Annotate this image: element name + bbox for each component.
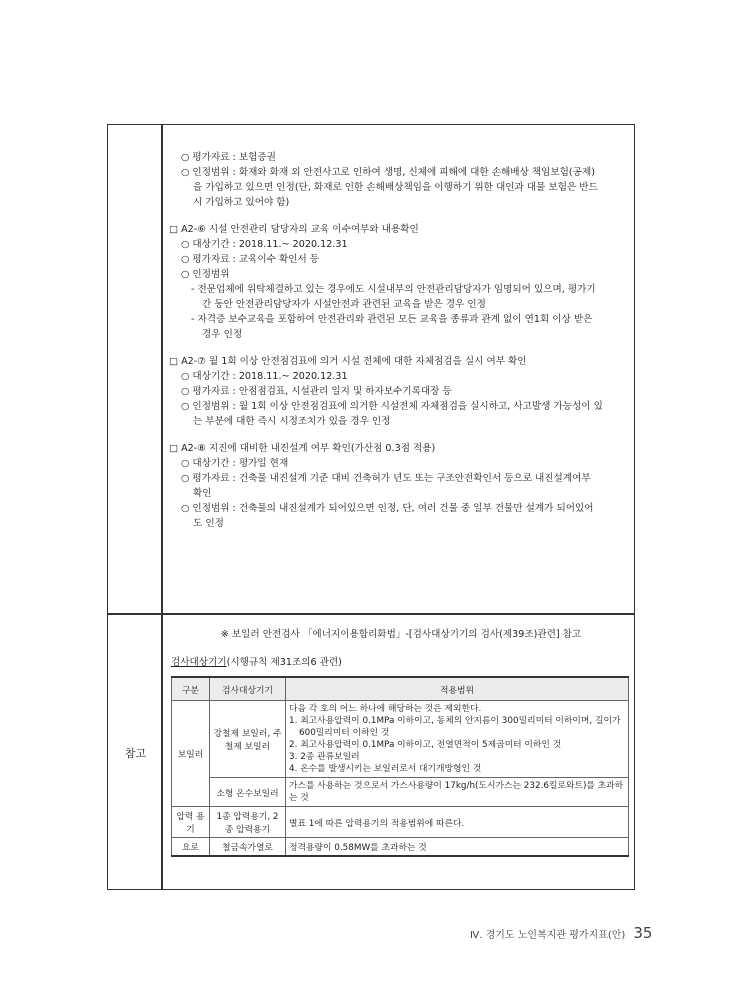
furnace-group: 요로: [172, 838, 210, 857]
a6-scope: ○ 인정범위: [181, 269, 230, 280]
a7-material: ○ 평가자료 : 안점점검표, 시설관리 일지 및 하자보수기록대장 등: [181, 386, 452, 397]
a6-detail-2-cont: 경우 인정: [202, 329, 243, 340]
a8-title: □ A2-⑧ 지진에 대비한 내진설계 여부 확인(가산점 0.3점 적용): [169, 443, 436, 454]
scope-line: 4. 온수를 발생시키는 보일러로서 대기개방형인 것: [289, 764, 482, 774]
criteria-content: [169, 150, 629, 531]
reference-subtitle: [171, 656, 631, 670]
a7-scope: ○ 인정범위 : 월 1회 이상 안전점검표에 의거한 시설전체 자체점검을 실시하고, 사고발생 가능성이 있: [181, 401, 603, 412]
a5-scope-cont: 을 가입하고 있으면 인정(단, 화재로 인한 손해배상책임을 이행하기 위한 대인과 대물 보험은 반드: [193, 182, 598, 193]
table-row: [172, 807, 629, 838]
pressure-scope: 별표 1에 따른 압력용기의 적용범위에 따른다.: [286, 807, 629, 838]
reference-label: 참고: [124, 747, 147, 760]
small-boiler: 소형 온수보일러: [210, 778, 286, 807]
a8-material: ○ 평가자료 : 건축물 내진설계 기준 대비 건축허가 년도 또는 구조안전확인서 등으로 내진설계여부: [181, 473, 591, 484]
furnace-item: 철금속가열로: [210, 838, 286, 857]
a8-scope: ○ 인정범위 : 건축물의 내진설계가 되어있으면 인정, 단, 여러 건물 중 일부 건물만 설계가 되어있어: [181, 503, 594, 514]
header-device: 검사대상기기: [210, 677, 286, 701]
reference-subtitle-rest: (시행규칙 제31조의6 관련): [226, 657, 342, 668]
a6-detail-1: - 전문업체에 위탁체결하고 있는 경우에도 시설내부의 안전관리담당자가 임명되어 있으며, 평가기: [191, 284, 596, 295]
table-row: [172, 838, 629, 857]
scope-line: 다음 각 호의 어느 하나에 해당하는 것은 제외한다.: [289, 704, 482, 714]
furnace-scope: 정격용량이 0.58MW를 초과하는 것: [286, 838, 629, 857]
steel-boiler: 강철제 보일러, 주철제 보일러: [210, 701, 286, 778]
page-number: 35: [633, 924, 653, 942]
scope-line: 3. 2종 관류보일러: [289, 752, 360, 762]
reference-subtitle-underlined: 검사대상기기: [171, 657, 227, 668]
table-header-row: [172, 677, 629, 701]
scope-line: 2. 최고사용압력이 0.1MPa 이하이고, 전열면적이 5제곱미터 이하인 것: [289, 740, 562, 750]
a7-period: ○ 대상기간 : 2018.11.~ 2020.12.31: [181, 371, 348, 382]
footer-chapter: Ⅳ. 경기도 노인복지관 평가지표(안): [470, 930, 626, 941]
a7-title: □ A2-⑦ 월 1회 이상 안전점검표에 의거 시설 전체에 대한 자체점검을 실시 여부 확인: [169, 356, 527, 367]
pressure-item: 1종 압력용기, 2종 압력용기: [210, 807, 286, 838]
a6-detail-2: - 자격증 보수교육을 포함하여 안전관리와 관련된 모든 교육을 종류과 관계 없이 연1회 이상 받은: [191, 314, 593, 325]
small-boiler-scope: 가스를 사용하는 것으로서 가스사용량이 17kg/h(도시가스는 232.6킬로와트)를 초과하는 것: [286, 778, 629, 807]
reference-section: [171, 628, 631, 857]
scope-line: 1. 최고사용압력이 0.1MPa 이하이고, 동체의 안지름이 300밀리미터 이하이며, 길이가 600밀리미터 이하인 것: [289, 716, 621, 738]
reference-title: ※ 보일러 안전검사 「에너지이용합리화법」-[검사대상기기의 검사(제39조)관련] 참고: [220, 629, 582, 640]
a7-scope-cont: 는 부분에 대한 즉시 시정조치가 있을 경우 인정: [193, 416, 391, 427]
a5-scope: ○ 인정범위 : 화재와 화재 외 안전사고로 인하여 생명, 신체에 피해에 대한 손해배상 책임보험(공제): [181, 167, 595, 178]
pressure-group: 압력 용기: [172, 807, 210, 838]
a6-period: ○ 대상기간 : 2018.11.~ 2020.12.31: [181, 239, 348, 250]
table-row: [172, 701, 629, 778]
a8-material-cont: 확인: [193, 488, 212, 499]
a6-material: ○ 평가자료 : 교육이수 확인서 등: [181, 254, 320, 265]
section-divider: [108, 613, 634, 615]
a5-material: ○ 평가자료 : 보험증권: [181, 152, 276, 163]
a8-period: ○ 대상기간 : 평가일 현재: [181, 458, 289, 469]
steel-boiler-scope: [286, 701, 629, 778]
page-footer: [470, 924, 652, 942]
table-row: [172, 778, 629, 807]
a8-scope-cont: 도 인정: [193, 518, 224, 529]
inspection-table: [171, 676, 629, 857]
boiler-group: 보일러: [172, 701, 210, 807]
a6-title: □ A2-⑥ 시설 안전관리 담당자의 교육 이수여부와 내용확인: [169, 224, 419, 235]
header-category: 구분: [172, 677, 210, 701]
a5-scope-cont2: 시 가입하고 있어야 함): [193, 197, 290, 208]
a6-detail-1-cont: 간 동안 안전관리담당자가 시설안전과 관련된 교육을 받은 경우 인정: [202, 299, 486, 310]
header-scope: 적용범위: [286, 677, 629, 701]
